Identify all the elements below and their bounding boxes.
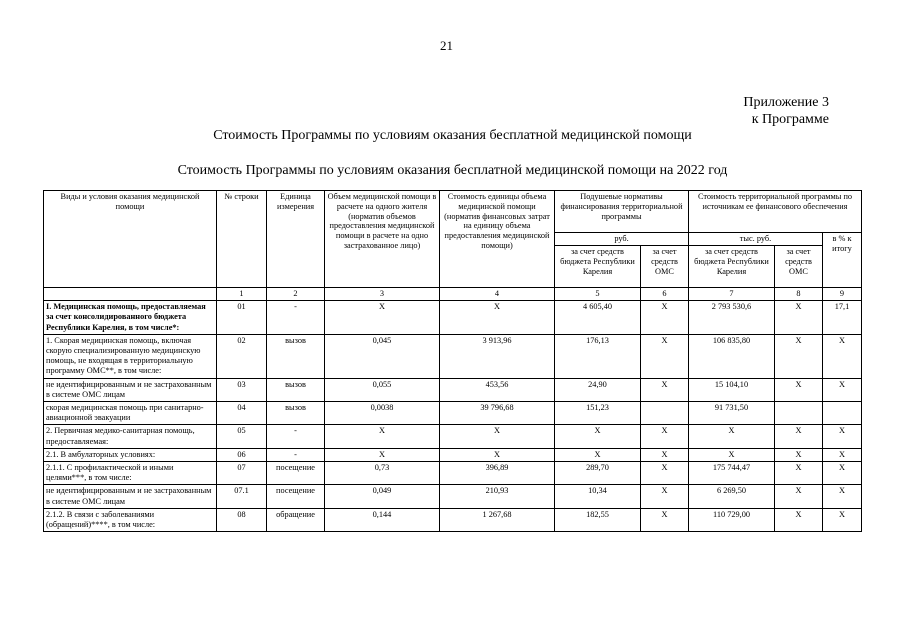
cost-table: [43, 190, 862, 532]
table-row: [44, 334, 862, 378]
page-number: 21: [440, 38, 453, 53]
appendix-line-2: к Программе: [751, 112, 829, 127]
row-volume: Х: [325, 425, 440, 448]
row-cost-oms: Х: [775, 485, 823, 508]
header-territorial-cost: Стоимость территориальной программы по источникам ее финансового обеспечения: [689, 191, 862, 233]
header-unit: Единица измерения: [267, 191, 325, 288]
document-title: Стоимость Программы по условиям оказания бесплатной медицинской помощи: [213, 128, 692, 143]
row-percap-budget: Х: [555, 425, 641, 448]
row-unit-cost: 3 913,96: [440, 334, 555, 378]
row-percent: Х: [823, 448, 862, 461]
row-unit-cost: 453,56: [440, 378, 555, 401]
table-row: [44, 402, 862, 425]
row-volume: 0,0038: [325, 402, 440, 425]
table-row: [44, 301, 862, 335]
column-number-empty: [44, 288, 217, 301]
header-per-capita: Подушевые нормативы финансирования территориальной программы: [555, 191, 689, 233]
row-percent: Х: [823, 485, 862, 508]
row-cost-budget: 2 793 530,6: [689, 301, 775, 335]
row-unit-cost: Х: [440, 425, 555, 448]
row-cost-oms: Х: [775, 462, 823, 485]
row-volume: Х: [325, 448, 440, 461]
row-volume: 0,144: [325, 508, 440, 531]
column-number: 8: [775, 288, 823, 301]
row-percent: Х: [823, 508, 862, 531]
row-name: 2. Первичная медико-санитарная помощь, предоставляемая:: [44, 425, 217, 448]
header-thous-rub: тыс. руб.: [689, 233, 823, 246]
table-row: [44, 425, 862, 448]
row-number: 05: [217, 425, 267, 448]
row-cost-oms: Х: [775, 508, 823, 531]
appendix-line-1: Приложение 3: [743, 95, 829, 110]
row-number: 04: [217, 402, 267, 425]
header-rub: руб.: [555, 233, 689, 246]
column-number-row: [44, 288, 862, 301]
table-row: [44, 508, 862, 531]
row-percap-oms: Х: [641, 462, 689, 485]
row-volume: Х: [325, 301, 440, 335]
row-percap-budget: 176,13: [555, 334, 641, 378]
column-number: 9: [823, 288, 862, 301]
row-unit: вызов: [267, 334, 325, 378]
header-oms-rub: за счет средств ОМС: [641, 246, 689, 288]
row-number: 01: [217, 301, 267, 335]
row-percap-budget: 10,34: [555, 485, 641, 508]
row-cost-budget: 110 729,00: [689, 508, 775, 531]
row-percap-budget: 289,70: [555, 462, 641, 485]
row-cost-budget: 91 731,50: [689, 402, 775, 425]
row-volume: 0,73: [325, 462, 440, 485]
row-percent: [823, 402, 862, 425]
header-volume: Объем медицинской помощи в расчете на одного жителя (норматив объемов предоставления медицинской помощи в расчете на одно застрахованное лицо): [325, 191, 440, 288]
row-number: 02: [217, 334, 267, 378]
row-percap-budget: 24,90: [555, 378, 641, 401]
row-percap-oms: [641, 402, 689, 425]
row-unit-cost: 396,89: [440, 462, 555, 485]
row-percent: Х: [823, 462, 862, 485]
row-cost-oms: Х: [775, 334, 823, 378]
row-unit: обращение: [267, 508, 325, 531]
row-unit: -: [267, 448, 325, 461]
row-percap-oms: Х: [641, 378, 689, 401]
header-oms-thous: за счет средств ОМС: [775, 246, 823, 288]
row-percap-oms: Х: [641, 425, 689, 448]
header-budget-rub: за счет средств бюджета Республики Карелия: [555, 246, 641, 288]
row-percap-budget: 4 605,40: [555, 301, 641, 335]
row-volume: 0,049: [325, 485, 440, 508]
row-unit: вызов: [267, 378, 325, 401]
row-name: 2.1.1. С профилактической и иными целями***, в том числе:: [44, 462, 217, 485]
row-name: 2.1. В амбулаторных условиях:: [44, 448, 217, 461]
row-unit: -: [267, 301, 325, 335]
row-cost-budget: 175 744,47: [689, 462, 775, 485]
row-unit: вызов: [267, 402, 325, 425]
row-cost-oms: Х: [775, 378, 823, 401]
header-row-no: № строки: [217, 191, 267, 288]
row-unit-cost: Х: [440, 448, 555, 461]
appendix-label: [743, 94, 829, 128]
row-percap-budget: 182,55: [555, 508, 641, 531]
row-percent: Х: [823, 378, 862, 401]
row-unit-cost: 1 267,68: [440, 508, 555, 531]
row-volume: 0,045: [325, 334, 440, 378]
row-name: 1. Скорая медицинская помощь, включая скорую специализированную медицинскую помощь, не входящая в территориальную программу ОМС**, в том числе:: [44, 334, 217, 378]
column-number: 1: [217, 288, 267, 301]
row-percap-oms: Х: [641, 448, 689, 461]
table-row: [44, 485, 862, 508]
row-name: I. Медицинская помощь, предоставляемая за счет консолидированного бюджета Республики Карелия, в том числе*:: [44, 301, 217, 335]
row-percent: 17,1: [823, 301, 862, 335]
row-name: скорая медицинская помощь при санитарно-авиационной эвакуации: [44, 402, 217, 425]
row-cost-oms: Х: [775, 425, 823, 448]
row-number: 03: [217, 378, 267, 401]
row-number: 07: [217, 462, 267, 485]
header-cost: Стоимость единицы объема медицинской помощи (норматив финансовых затрат на единицу объема предоставления медицинской помощи): [440, 191, 555, 288]
row-percap-budget: 151,23: [555, 402, 641, 425]
row-cost-budget: 106 835,80: [689, 334, 775, 378]
header-percent: в % к итогу: [823, 233, 862, 288]
row-cost-budget: Х: [689, 425, 775, 448]
row-percap-oms: Х: [641, 508, 689, 531]
row-percent: Х: [823, 334, 862, 378]
row-name: 2.1.2. В связи с заболеваниями (обращений)****, в том числе:: [44, 508, 217, 531]
row-cost-budget: 15 104,10: [689, 378, 775, 401]
column-number: 5: [555, 288, 641, 301]
row-number: 07.1: [217, 485, 267, 508]
row-percap-oms: Х: [641, 334, 689, 378]
row-percap-budget: Х: [555, 448, 641, 461]
row-unit: посещение: [267, 462, 325, 485]
row-percap-oms: Х: [641, 485, 689, 508]
row-name: не идентифицированным и не застрахованным в системе ОМС лицам: [44, 485, 217, 508]
row-name: не идентифицированным и не застрахованным в системе ОМС лицам: [44, 378, 217, 401]
table-row: [44, 378, 862, 401]
row-cost-budget: 6 269,50: [689, 485, 775, 508]
column-number: 3: [325, 288, 440, 301]
document-subtitle: Стоимость Программы по условиям оказания бесплатной медицинской помощи на 2022 год: [177, 163, 728, 178]
table-row: [44, 448, 862, 461]
row-unit-cost: 39 796,68: [440, 402, 555, 425]
row-unit-cost: 210,93: [440, 485, 555, 508]
row-percap-oms: Х: [641, 301, 689, 335]
table-row: [44, 462, 862, 485]
row-cost-oms: Х: [775, 448, 823, 461]
row-cost-oms: [775, 402, 823, 425]
column-number: 2: [267, 288, 325, 301]
row-unit: посещение: [267, 485, 325, 508]
row-unit: -: [267, 425, 325, 448]
row-cost-oms: Х: [775, 301, 823, 335]
row-volume: 0,055: [325, 378, 440, 401]
row-unit-cost: Х: [440, 301, 555, 335]
column-number: 6: [641, 288, 689, 301]
row-percent: Х: [823, 425, 862, 448]
column-number: 7: [689, 288, 775, 301]
row-number: 08: [217, 508, 267, 531]
header-budget-thous: за счет средств бюджета Республики Карелия: [689, 246, 775, 288]
row-number: 06: [217, 448, 267, 461]
row-cost-budget: Х: [689, 448, 775, 461]
column-number: 4: [440, 288, 555, 301]
header-kinds: Виды и условия оказания медицинской помощи: [44, 191, 217, 288]
